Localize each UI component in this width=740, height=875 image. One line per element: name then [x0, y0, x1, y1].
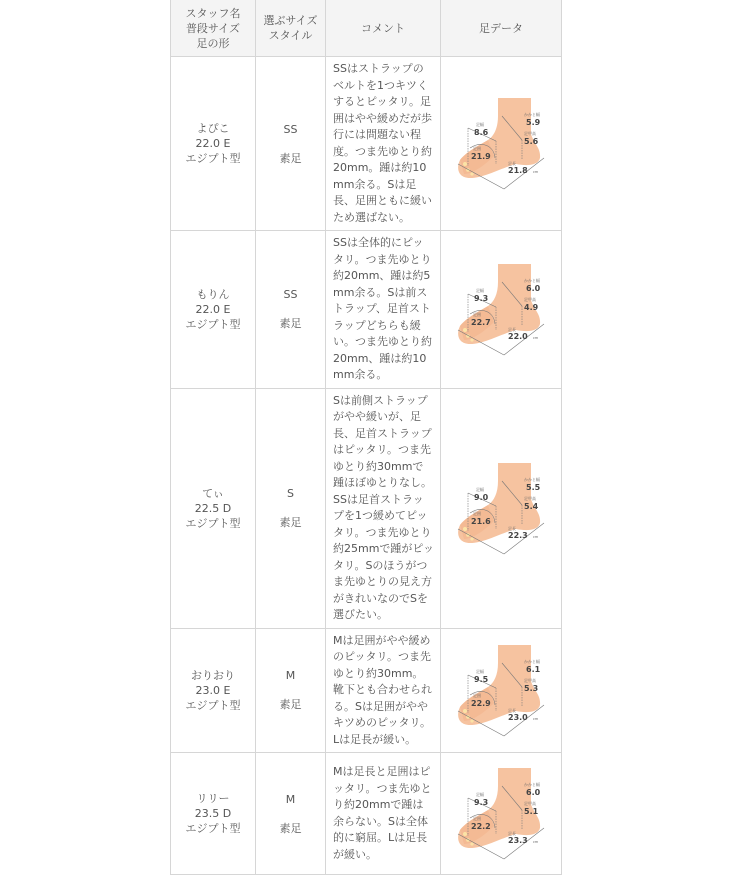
value-length: 21.8: [508, 166, 528, 175]
size-cell: [256, 231, 326, 389]
value-girth: 22.9: [471, 698, 491, 708]
value-foot-width: 9.5: [474, 674, 489, 684]
size-cell: [256, 388, 326, 628]
label-girth: 足囲: [473, 311, 481, 317]
chosen-size: S: [287, 487, 294, 500]
label-foot-width: 足幅: [476, 486, 484, 492]
label-foot-width: 足幅: [476, 792, 484, 797]
label-foot-width: 足幅: [476, 287, 484, 293]
foot-diagram: [456, 96, 546, 191]
label-heel-width: かかと幅: [524, 112, 540, 117]
label-instep: 足甲高: [524, 131, 536, 136]
unit-cm: cm: [533, 716, 539, 721]
label-instep: 足甲高: [524, 677, 536, 683]
value-heel-width: 6.0: [526, 283, 541, 293]
comment-cell: Sは前側ストラップがやや緩いが、足長、足首ストラップはピッタリ。つま先ゆとり約30mmで踵ほぼゆとりなし。SSは足首ストラップを1つ緩めてピッタリ。つま先ゆとり約25mmで踵がピッタリ。Sのほうがつま先ゆとりの見え方がきれいなのでSを選びたい。: [326, 388, 441, 628]
header-comment: コメント: [326, 0, 441, 57]
label-length: 足長: [508, 525, 516, 531]
staff-name: よぴこ: [196, 122, 230, 135]
label-length: 足長: [508, 707, 516, 713]
unit-cm: cm: [533, 335, 539, 340]
chosen-size: SS: [283, 288, 298, 302]
value-instep: 5.4: [524, 501, 539, 511]
foot-data-cell: [441, 753, 562, 875]
chosen-size: M: [285, 669, 296, 683]
foot-diagram: [456, 766, 546, 861]
value-foot-width: 8.6: [474, 128, 489, 137]
chosen-size: M: [285, 792, 296, 806]
value-instep: 4.9: [524, 302, 539, 312]
unit-cm: cm: [533, 170, 539, 174]
style: 素足: [279, 516, 302, 529]
foot-diagram: [456, 262, 546, 357]
label-heel-width: かかと幅: [524, 476, 540, 482]
foot-diagram: [456, 643, 546, 738]
header-chosen-size: 選ぶサイズ: [263, 14, 318, 27]
chosen-size: SS: [283, 122, 298, 136]
label-length: 足長: [508, 831, 516, 836]
table-header-row: [171, 0, 562, 57]
value-length: 23.3: [508, 836, 528, 845]
value-foot-width: 9.3: [474, 798, 489, 807]
label-foot-width: 足幅: [476, 668, 484, 674]
foot-data-cell: [441, 57, 562, 231]
label-instep: 足甲高: [524, 495, 536, 501]
value-heel-width: 5.5: [526, 482, 541, 492]
staff-name: リリー: [196, 792, 230, 805]
label-heel-width: かかと幅: [524, 658, 540, 664]
comment-cell: SSはストラップのベルトを1つキツくするとピッタリ。足囲はやや緩めだが歩行には問題ない程度。つま先ゆとり約20mm。踵は約10mm余る。Sは足長、足囲ともに緩いため選ばない。: [326, 57, 441, 231]
foot-shape: エジプト型: [185, 152, 241, 165]
foot-diagram: [456, 461, 546, 556]
table-row: [171, 57, 562, 231]
foot-data-cell: [441, 388, 562, 628]
value-girth: 22.2: [471, 822, 491, 831]
value-heel-width: 6.1: [526, 664, 541, 674]
label-length: 足長: [508, 326, 516, 332]
comment-cell: Mは足囲がやや緩めのピッタリ。つま先ゆとり約30mm。靴下とも合わせられる。Sは足囲がややキツめのピッタリ。Lは足長が緩い。: [326, 628, 441, 753]
label-girth: 足囲: [473, 816, 481, 821]
header-style: スタイル: [268, 29, 313, 42]
staff-cell: [171, 628, 256, 753]
staff-name: おりおり: [191, 668, 235, 682]
label-length: 足長: [508, 161, 516, 166]
value-foot-width: 9.0: [474, 492, 489, 502]
usual-size: 22.0 E: [195, 302, 231, 316]
value-instep: 5.3: [524, 683, 539, 693]
value-instep: 5.1: [524, 807, 539, 816]
label-foot-width: 足幅: [476, 122, 484, 127]
table-row: [171, 628, 562, 753]
value-girth: 21.9: [471, 152, 491, 161]
staff-cell: [171, 388, 256, 628]
staff-name: もりん: [196, 287, 230, 301]
value-heel-width: 6.0: [526, 788, 541, 797]
foot-shape: エジプト型: [185, 516, 241, 530]
comment-cell: Mは足長と足囲はピッタリ。つま先ゆとり約20mmで踵は余らない。Sは全体的に窮屈。Lは足長が緩い。: [326, 753, 441, 875]
label-heel-width: かかと幅: [524, 782, 540, 787]
usual-size: 22.5 D: [194, 501, 232, 515]
staff-cell: [171, 753, 256, 875]
value-instep: 5.6: [524, 137, 539, 146]
value-length: 22.3: [508, 530, 528, 540]
size-cell: [256, 628, 326, 753]
usual-size: 23.0 E: [195, 683, 231, 697]
staff-name: てぃ: [202, 486, 224, 500]
header-foot-data: 足データ: [441, 0, 562, 57]
staff-cell: [171, 57, 256, 231]
header-size: [256, 0, 326, 57]
size-cell: [256, 753, 326, 875]
label-girth: 足囲: [473, 692, 481, 698]
value-girth: 22.7: [471, 317, 491, 327]
foot-data-cell: [441, 628, 562, 753]
header-staff: [171, 0, 256, 57]
comment-cell: SSは全体的にピッタリ。つま先ゆとり約20mm、踵は約5mm余る。Sは前ストラップ、足首ストラップどちらも緩い。つま先ゆとり約20mm、踵は約10mm余る。: [326, 231, 441, 389]
unit-cm: cm: [533, 840, 539, 844]
size-comparison-table: [170, 0, 562, 875]
value-length: 23.0: [508, 712, 528, 722]
label-instep: 足甲高: [524, 296, 536, 302]
style: 素足: [279, 151, 302, 165]
foot-shape: エジプト型: [185, 317, 241, 331]
value-length: 22.0: [508, 331, 528, 341]
table-row: [171, 388, 562, 628]
foot-shape: エジプト型: [185, 822, 241, 835]
table-row: [171, 753, 562, 875]
label-heel-width: かかと幅: [524, 277, 540, 283]
header-usual-size: 普段サイズ: [185, 21, 241, 35]
label-instep: 足甲高: [524, 801, 536, 806]
table-row: [171, 231, 562, 389]
header-staff-name: スタッフ名: [185, 6, 241, 20]
foot-shape: エジプト型: [185, 698, 241, 712]
unit-cm: cm: [533, 534, 539, 539]
usual-size: 23.5 D: [194, 807, 232, 820]
usual-size: 22.0 E: [195, 137, 231, 150]
value-girth: 21.6: [471, 516, 491, 526]
style: 素足: [279, 317, 302, 331]
foot-data-cell: [441, 231, 562, 389]
style: 素足: [279, 698, 302, 712]
label-girth: 足囲: [473, 510, 481, 516]
size-cell: [256, 57, 326, 231]
value-foot-width: 9.3: [474, 293, 489, 303]
staff-cell: [171, 231, 256, 389]
label-girth: 足囲: [473, 146, 481, 151]
style: 素足: [279, 821, 302, 835]
header-foot-shape: 足の形: [196, 36, 230, 50]
value-heel-width: 5.9: [526, 118, 541, 127]
